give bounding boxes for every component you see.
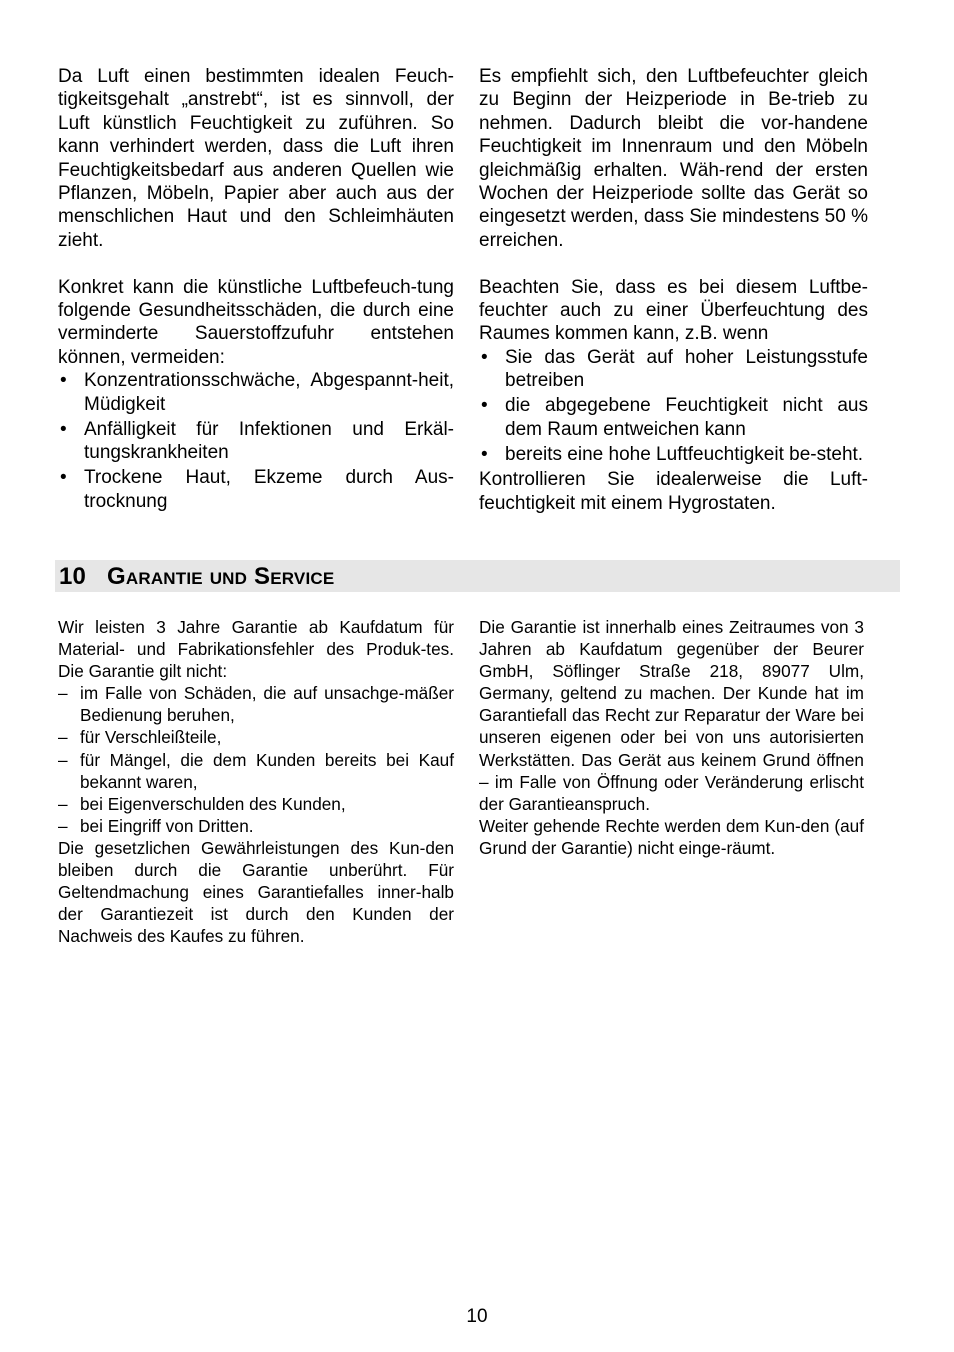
section-number: 10 [59, 563, 87, 590]
heating-period-paragraph: Es empfiehlt sich, den Luftbefeuchter gleich zu Beginn der Heizperiode in Be-trieb zu nehmen. Dadurch bleibt die vor-handene Feuchtigkeit im Innenraum und den Möbeln gleichmäßig erhalten. Wäh-rend der ersten Wochen der Heizperiode sollte das Gerät so eingesetzt werden, dass Sie mindestens 50 % erreichen. [479, 66, 868, 251]
humidity-intro-paragraph: Da Luft einen bestimmten idealen Feuch-tigkeitsgehalt „anstrebt“, ist es sinnvoll, der Luft künstlich Feuchtigkeit zu zuführen. So kann verhindert werden, dass die Luft ihren Feuchtigkeitsbedarf aus anderen Quellen wie Pflanzen, Möbeln, Papier aber auch aus der menschlichen Haut und den Schleimhäuten zieht. [58, 66, 454, 251]
warranty-claim-paragraph: Die Garantie ist innerhalb eines Zeitraumes von 3 Jahren ab Kaufdatum gegenüber der Beurer GmbH, Söflinger Straße 218, 89077 Ulm, Germany, geltend zu machen. Der Kunde hat im Garantiefall das Recht zur Reparatur der Ware bei unseren eigenen oder bei von uns autorisierten Werkstätten. Das Gerät aus keinem Grund öffnen – im Falle von Öffnung oder Veränderung erlischt der Garantieanspruch. [479, 617, 864, 814]
list-item: – für Mängel, die dem Kunden bereits bei Kauf bekannt waren, [58, 749, 454, 793]
page-number: 10 [466, 1306, 488, 1327]
list-item: • Trockene Haut, Ekzeme durch Aus-trocknung [58, 466, 454, 513]
bottom-left-column [58, 616, 454, 947]
statutory-rights-paragraph: Die gesetzlichen Gewährleistungen des Kun-den bleiben durch die Garantie unberührt. Für Geltendmachung eines Garantiefalles inner-halb der Garantiezeit ist durch den Kunden der Nachweis des Kaufes zu führen. [58, 837, 454, 947]
top-right-column [479, 65, 868, 515]
section-heading-bar [55, 560, 900, 592]
hygrostat-paragraph: Kontrollieren Sie idealerweise die Luft-feuchtigkeit mit einem Hygrostaten. [479, 469, 868, 514]
over-humidification-paragraph: Beachten Sie, dass es bei diesem Luftbe-feuchter auch zu einer Überfeuchtung des Raumes kommen kann, z.B. wenn [479, 276, 868, 345]
over-humidification-list [479, 346, 868, 467]
list-item: • die abgegebene Feuchtigkeit nicht aus dem Raum entweichen kann [479, 394, 868, 441]
further-rights-paragraph: Weiter gehende Rechte werden dem Kun-den (auf Grund der Garantie) nicht einge-räumt. [479, 815, 864, 858]
health-benefits-list [58, 369, 454, 513]
section-title: Garantie und Service [107, 563, 335, 590]
list-item: – für Verschleißteile, [58, 726, 454, 748]
list-item: • Konzentrationsschwäche, Abgespannt-heit, Müdigkeit [58, 369, 454, 416]
warranty-intro-paragraph: Wir leisten 3 Jahre Garantie ab Kaufdatum für Material- und Fabrikationsfehler des Produk-tes. Die Garantie gilt nicht: [58, 617, 454, 682]
list-item: – bei Eigenverschulden des Kunden, [58, 793, 454, 815]
bottom-right-column [479, 616, 864, 859]
top-left-column [58, 65, 454, 515]
list-item: – im Falle von Schäden, die auf unsachge-mäßer Bedienung beruhen, [58, 682, 454, 726]
warranty-exclusions-list [58, 682, 454, 837]
list-item: • Anfälligkeit für Infektionen und Erkäl-tungskrankheiten [58, 418, 454, 465]
list-item: – bei Eingriff von Dritten. [58, 815, 454, 837]
section-heading [59, 563, 334, 591]
health-benefits-paragraph: Konkret kann die künstliche Luftbefeuch-tung folgende Gesundheitsschäden, die durch eine verminderte Sauerstoffzufuhr entstehen können, vermeiden: [58, 276, 454, 368]
list-item: • Sie das Gerät auf hoher Leistungsstufe betreiben [479, 346, 868, 393]
list-item: • bereits eine hohe Luftfeuchtigkeit be-steht. [479, 443, 868, 466]
